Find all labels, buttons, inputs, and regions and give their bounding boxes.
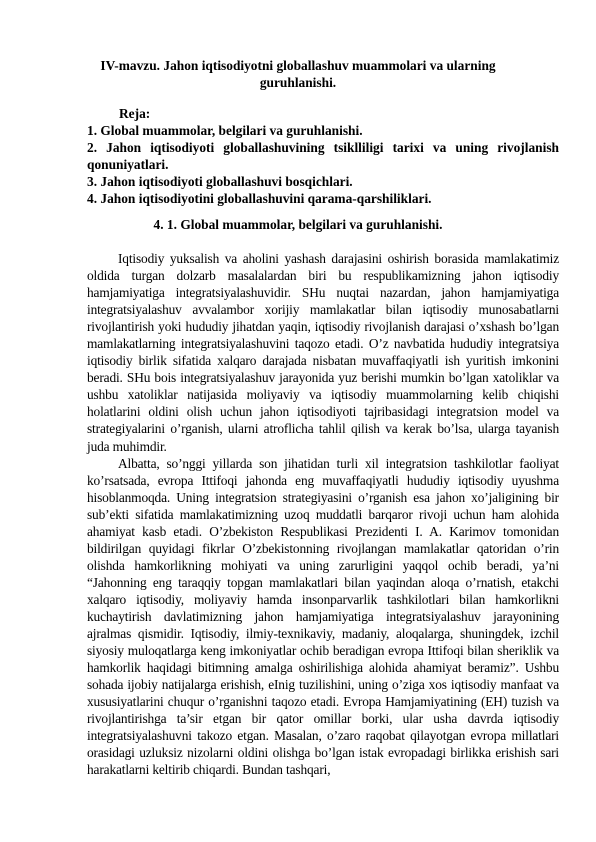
plan-list: [87, 122, 559, 207]
plan-item: 3. Jahon iqtisodiyoti globallashuvi bosqichlari.: [87, 174, 353, 189]
paragraph: Iqtisodiy yuksalish va aholini yashash darajasini oshirish borasida mamlakatimiz oldida turgan dolzarb masalalardan biri bu respublikamizning jahon iqtisodiy hamjamiyatiga integratsiyalashuvidir. SHu nuqtai nazardan, jahon hamjamiyatiga integratsiyalashuv avvalambor xorijiy mamlakatlar bilan iqtisodiy munosabatlarni rivojlantirish yoki hududiy jihatdan yaqin, iqtisodiy rivojlanish darajasi o’xshash bo’lgan mamlakatlarning integratsiyalashuvini taqozo etadi. O’z navbatida hududiy integratsiya iqtisodiy birlik sifatida xalqaro darajada nisbatan muvaffaqiyatli ish yuritish imkonini beradi. SHu bois integratsiyalashuv jarayonida yuz berishi mumkin bo’lgan xatoliklar va ushbu xatoliklar natijasida moliyaviy va iqtisodiy muammolarning kelib chiqishi holatlarini oldini olish uchun jahon iqtisodiyoti tajribasidagi integratsion model va strategiyalarini o’rganish, ularni atroflicha tahlil qilish va kerak bo’lsa, ularga tayanish juda muhimdir.: [87, 251, 559, 454]
plan-item: 1. Global muammolar, belgilari va guruhlanishi.: [87, 123, 363, 138]
section-heading: 4. 1. Global muammolar, belgilari va guruhlanishi.: [153, 217, 443, 232]
body-text: [87, 250, 559, 778]
plan-item: 2. Jahon iqtisodiyoti globallashuvining tsiklliligi tarixi va uning rivojlanish qonuniyatlari.: [87, 140, 559, 172]
document-title: IV-mavzu. Jahon iqtisodiyotni globallashuv muammolari va ularning guruhlanishi.: [100, 58, 496, 90]
plan-heading: Reja:: [119, 106, 151, 121]
plan-item: 4. Jahon iqtisodiyotini globallashuvini qarama-qarshiliklari.: [87, 191, 432, 206]
paragraph: Albatta, so’nggi yillarda son jihatidan turli xil integratsion tashkilotlar faoliyat ko’rsatsada, evropa Ittifoqi jahonda eng muvaffaqiyatli hududiy iqtisodiy uyushma hisoblanmoqda. Uning integratsion strategiyasini o’rganish esa jahon xo’jaligining bir sub’ekti sifatida mamlakatimizning uzoq muddatli barqaror rivoji uchun ham alohida ahamiyat kasb etadi. O’zbekiston Respublikasi Prezidenti I. A. Karimov tomonidan bildirilgan quyidagi fikrlar O’zbekistonning rivojlangan mamlakatlar qatoridan o’rin olishda hamkorlikning mohiyati va uning zarurligini yaqqol ochib beradi, ya’ni “Jahonning eng taraqqiy topgan mamlakatlari bilan yaqindan aloqa o’rnatish, etakchi xalqaro iqtisodiy, moliyaviy hamda insonparvarlik tashkilotlari bilan hamkorlikni kuchaytirish davlatimizning jahon hamjamiyatiga integratsiyalashuv jarayonining ajralmas qismidir. Iqtisodiy, ilmiy-texnikaviy, madaniy, aloqalarga, shuningdek, izchil siyosiy muloqatlarga keng imkoniyatlar ochib beradigan evropa Ittifoqi bilan sheriklik va hamkorlik haqidagi bitimning amalga oshirilishiga alohida ahamiyat beramiz”. Ushbu sohada ijobiy natijalarga erishish, eInig tuzilishini, uning o’ziga xos iqtisodiy manfaat va xususiyatlarini chuqur o’rganishni taqozo etadi. Evropa Hamjamiyatining (EH) tuzish va rivojlantirishga ta’sir etgan bir qator omillar borki, ular usha davrda iqtisodiy integratsiyalashuvni takozo etgan. Masalan, o’zaro raqobat qilayotgan evropa millatlari orasidagi uzluksiz nizolarni oldini olishga bo’lgan istak evropadagi birlikka erishish sari harakatlarni keltirib chiqardi. Bundan tashqari,: [87, 455, 559, 778]
